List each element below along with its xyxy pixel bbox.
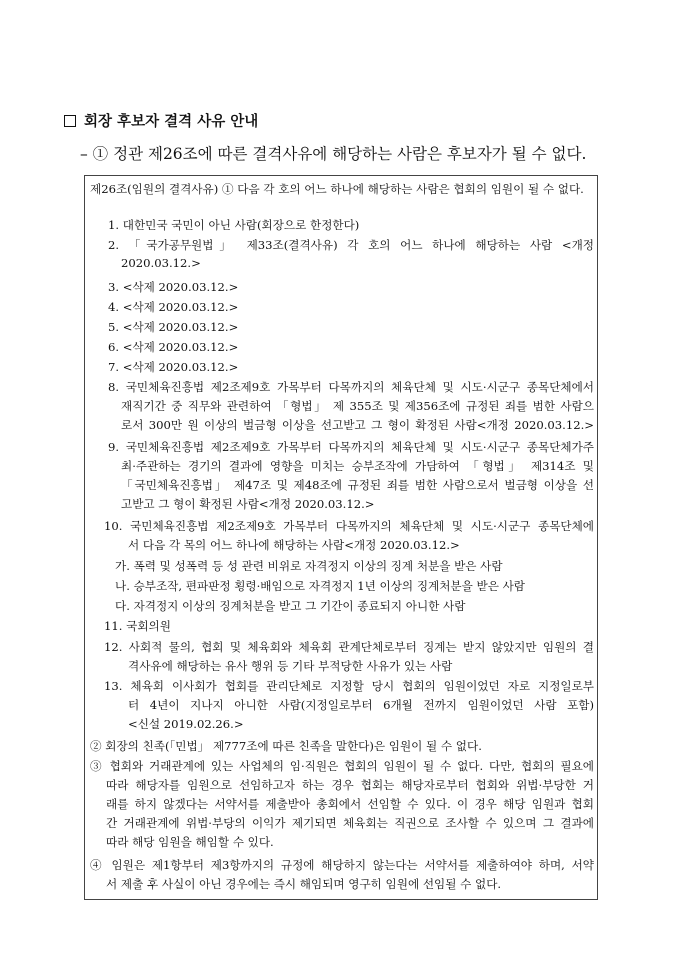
- list-item-7: 7. <삭제 2020.03.12.>: [108, 360, 239, 374]
- paragraph-2: ② 회장의 친족(「민법」 제777조에 따른 친족을 말한다)은 임원이 될 수 없다.: [90, 739, 482, 753]
- list-item-8-cont: 로서 300만 원 이상의 벌금형 이상을 선고받고 그 형이 확정된 사람<개정 2020.03.12.>: [121, 418, 594, 432]
- list-item-5: 5. <삭제 2020.03.12.>: [108, 320, 239, 334]
- paragraph-3-cont: 따라 해당 임원을 해임할 수 있다.: [106, 835, 274, 849]
- section-heading: [64, 110, 258, 131]
- paragraph-3-cont: 따라 해당자를 임원으로 선임하고자 하는 경우 협회는 해당자로부터 협회와 위법·부당한 거: [106, 778, 594, 792]
- list-item-12: 12. 사회적 물의, 협회 및 체육회와 체육회 관계단체로부터 징계는 받지 않았지만 임원의 결: [104, 640, 594, 654]
- list-item-1: 1. 대한민국 국민이 아닌 사람(회장으로 한정한다): [108, 218, 360, 232]
- sub-item-ga: 가. 폭력 및 성폭력 등 성 관련 비위로 자격정지 이상의 징계 처분을 받은 사람: [115, 559, 503, 573]
- list-item-9: 9. 국민체육진흥법 제2조제9호 가목부터 다목까지의 체육단체 및 시도·시군구 종목단체가주: [108, 440, 594, 454]
- list-item-2-cont: 2020.03.12.>: [121, 256, 201, 270]
- list-item-12-cont: 격사유에 해당하는 유사 행위 등 기타 부적당한 사유가 있는 사람: [128, 659, 453, 673]
- list-item-4: 4. <삭제 2020.03.12.>: [108, 300, 239, 314]
- paragraph-3: ③ 협회와 거래관계에 있는 사업체의 임·직원은 협회의 임원이 될 수 없다. 다만, 협회의 필요에: [90, 759, 594, 773]
- sub-item-na: 나. 승부조작, 편파판정 횡령·배임으로 자격정지 1년 이상의 징계처분을 받은 사람: [115, 579, 525, 593]
- list-item-9-cont: 고받고 그 형이 확정된 사람<개정 2020.03.12.>: [121, 497, 375, 511]
- list-item-9-cont: 최·주관하는 경기의 결과에 영향을 미치는 승부조작에 가담하여 「형법」 제314조 및: [121, 459, 594, 473]
- section-title: 회장 후보자 결격 사유 안내: [84, 113, 259, 130]
- sub-item-da: 다. 자격정지 이상의 징계처분을 받고 그 기간이 종료되지 아니한 사람: [115, 599, 466, 613]
- list-item-13-cont: <신설 2019.02.26.>: [128, 717, 244, 731]
- list-item-2: 2. 「국가공무원법」 제33조(결격사유) 각 호의 어느 하나에 해당하는 사람 <개정: [108, 238, 594, 252]
- paragraph-3-cont: 래를 하지 않겠다는 서약서를 제출받아 총회에서 선임할 수 있다. 이 경우 해당 임원과 협회: [106, 797, 594, 811]
- paragraph-4-cont: 서 제출 후 사실이 아닌 경우에는 즉시 해임되며 영구히 임원에 선임될 수 없다.: [106, 877, 502, 891]
- list-item-6: 6. <삭제 2020.03.12.>: [108, 340, 239, 354]
- list-item-8: 8. 국민체육진흥법 제2조제9호 가목부터 다목까지의 체육단체 및 시도·시군구 종목단체에서: [108, 380, 594, 394]
- list-item-11: 11. 국회의원: [104, 619, 171, 633]
- list-item-13: 13. 체육회 이사회가 협회를 관리단체로 지정할 당시 협회의 임원이었던 자로 지정일로부: [104, 679, 594, 693]
- intro-line: – ① 정관 제26조에 따른 결격사유에 해당하는 사람은 후보자가 될 수 없다.: [80, 145, 587, 163]
- square-bullet-icon: [64, 115, 76, 127]
- list-item-3: 3. <삭제 2020.03.12.>: [108, 280, 239, 294]
- list-item-8-cont: 재직기간 중 직무와 관련하여 「형법」 제 355조 및 제356조에 규정된 죄를 범한 사람으: [121, 399, 594, 413]
- list-item-13-cont: 터 4년이 지나지 아니한 사람(지정일로부터 6개월 전까지 임원이었던 사람 포함): [128, 698, 594, 712]
- paragraph-4: ④ 임원은 제1항부터 제3항까지의 규정에 해당하지 않는다는 서약서를 제출하여야 하며, 서약: [90, 858, 594, 872]
- list-item-10-cont: 서 다음 각 목의 어느 하나에 해당하는 사람<개정 2020.03.12.>: [128, 538, 460, 552]
- paragraph-3-cont: 간 거래관계에 위법·부당의 이익가 제기되면 체육회는 직권으로 조사할 수 있으며 그 결과에: [106, 816, 594, 830]
- list-item-10: 10. 국민체육진흥법 제2조제9호 가목부터 다목까지의 체육단체 및 시도·시군구 종목단체에: [104, 519, 594, 533]
- article-heading: 제26조(임원의 결격사유) ① 다음 각 호의 어느 하나에 해당하는 사람은 협회의 임원이 될 수 없다.: [90, 182, 584, 196]
- list-item-9-cont: 「국민체육진흥법」 제47조 및 제48조에 규정된 죄를 범한 사람으로서 벌금형 이상을 선: [121, 478, 594, 492]
